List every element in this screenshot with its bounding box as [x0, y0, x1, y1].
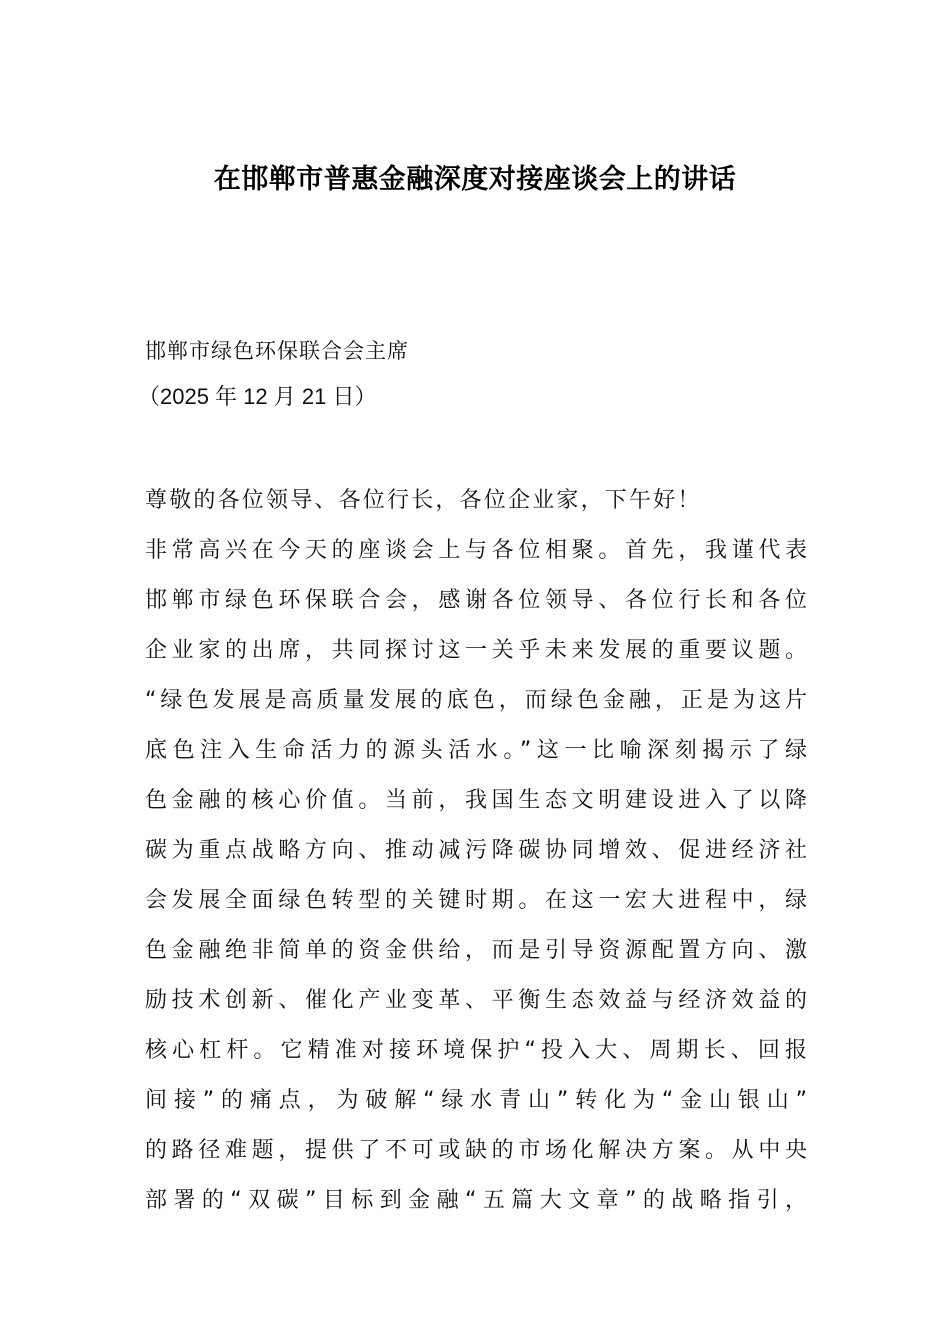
speech-date: （2025 年 12 月 21 日）: [138, 384, 377, 409]
body-line: 碳为重点战略方向、推动减污降碳协同增效、促进经济社: [145, 838, 807, 863]
body-line: 邯郸市绿色环保联合会，感谢各位领导、各位行长和各位: [145, 588, 807, 613]
body-line: 尊敬的各位领导、各位行长，各位企业家，下午好！: [145, 488, 702, 513]
document-title: 在邯郸市普惠金融深度对接座谈会上的讲话: [213, 164, 737, 195]
body-line: 企业家的出席，共同探讨这一关乎未来发展的重要议题。: [145, 638, 807, 663]
body-line: 间接”的痛点，为破解“绿水青山”转化为“金山银山”: [145, 1088, 807, 1113]
body-line: 色金融绝非简单的资金供给，而是引导资源配置方向、激: [145, 938, 807, 963]
body-line: 核心杠杆。它精准对接环境保护“投入大、周期长、回报: [145, 1038, 807, 1063]
speaker-affiliation: 邯郸市绿色环保联合会主席: [145, 339, 409, 363]
body-line: 色金融的核心价值。当前，我国生态文明建设进入了以降: [145, 788, 807, 813]
body-line: 励技术创新、催化产业变革、平衡生态效益与经济效益的: [145, 988, 807, 1013]
body-line: 非常高兴在今天的座谈会上与各位相聚。首先，我谨代表: [145, 538, 807, 563]
body-line: 会发展全面绿色转型的关键时期。在这一宏大进程中，绿: [145, 888, 807, 913]
body-line: 部署的“双碳”目标到金融“五篇大文章”的战略指引，: [145, 1188, 807, 1213]
body-line: 底色注入生命活力的源头活水。”这一比喻深刻揭示了绿: [145, 738, 807, 763]
body-line: “绿色发展是高质量发展的底色，而绿色金融，正是为这片: [145, 688, 807, 713]
body-line: 的路径难题，提供了不可或缺的市场化解决方案。从中央: [145, 1138, 807, 1163]
speech-body: [145, 482, 807, 1232]
